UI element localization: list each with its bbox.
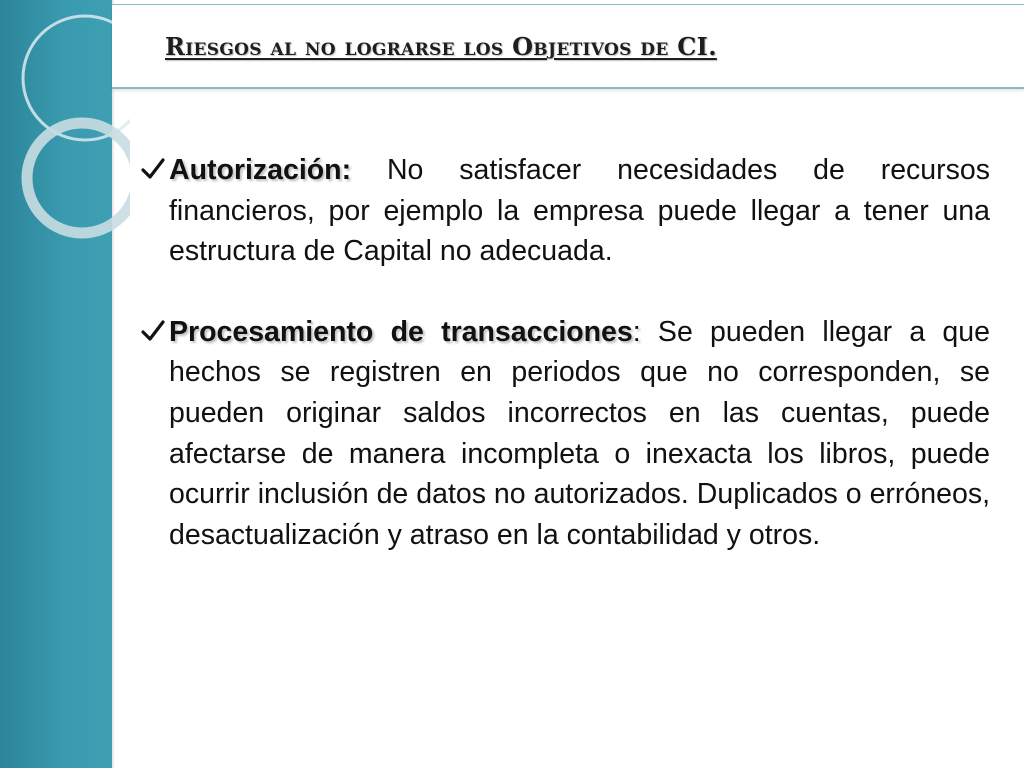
- bullet-procesamiento: [140, 312, 990, 556]
- slide-title: Riesgos al no lograrse los Objetivos de CI.: [165, 32, 717, 61]
- decorative-rings: [0, 0, 130, 260]
- bullet-text: Se pueden llegar a que hechos se registren en periodos que no corresponden, se pueden originar saldos incorrectos en las cuentas, puede afectarse de manera incompleta o inexacta los libros, puede ocurrir inclusión de datos no autorizados. Duplicados o erróneos, desactualización y atraso en la contabilidad y otros.: [169, 315, 990, 551]
- bullet-label: Autorización:: [169, 154, 352, 186]
- bullet-text: No satisfacer necesidades de recursos financieros, por ejemplo la empresa puede llegar a tener una estructura de Capital no adecuada.: [169, 154, 990, 268]
- bullet-label-colon: :: [632, 315, 641, 348]
- slide-content: [140, 150, 990, 595]
- bullet-autorizacion: [140, 150, 990, 272]
- checkmark-icon: [140, 318, 166, 344]
- checkmark-icon: [140, 156, 166, 182]
- bullet-label: Procesamiento de transacciones: [169, 315, 633, 348]
